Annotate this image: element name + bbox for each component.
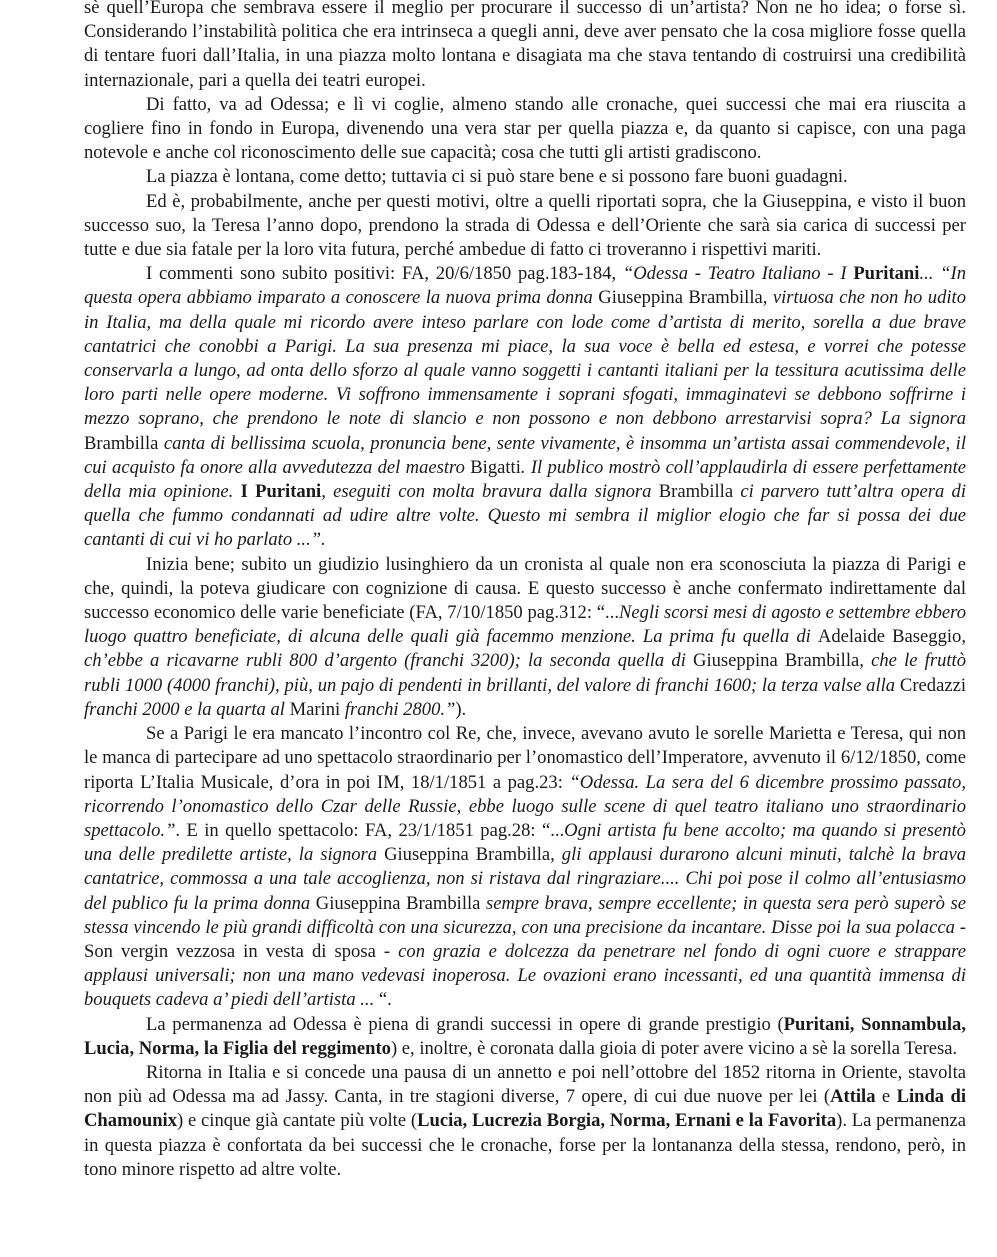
text-run: ) e cinque già cantate più volte ( — [177, 1110, 418, 1132]
text-run: La permanenza ad Odessa è piena di grandi successi in opere di grande prestigio ( — [146, 1013, 784, 1035]
quote-italic: Ogni artista fu bene accolto; ma quando si presentò una delle predilette artiste, la signora — [84, 819, 966, 866]
quote-italic: “Odessa. La sera del 6 dicembre prossimo passato, ricorrendo l’onomastico dello Czar delle Russie, ebbe luogo sulle scene di quel teatro italiano uno straordinario spettacolo.” — [84, 771, 966, 841]
paragraph — [84, 165, 966, 189]
quote-italic: , ch’ebbe a ricavarne rubli 800 d’argento (franchi 3200); la seconda quella di — [84, 626, 966, 672]
opera-title: Linda di Chamounix — [84, 1086, 966, 1132]
text-run: Di fatto, va ad Odessa; e lì vi coglie, almeno stando alle cronache, quei successi che mai era riuscita a cogliere fino in fondo in Europa, divenendo una vera star per quella piazza e, da quanto si capisce, con una paga notevole e anche col riconoscimento delle sue capacità; cosa che tutti gli artisti gradiscono. — [84, 93, 966, 164]
person-name: Bigatti — [470, 456, 521, 478]
text-run: Inizia bene; subito un giudizio lusinghiero da un cronista al quale non era sconosciuta la piazza di Parigi e che, quindi, la poteva giudicare con cognizione di causa. E questo successo è anche confermato indirettamente dal successo economico delle varie beneficiate (FA, 7/10/1850 pag.312: “... — [84, 553, 966, 624]
person-name: Giuseppina Brambilla — [693, 650, 860, 672]
person-name: Marini — [289, 698, 341, 720]
text-run: I commenti sono subito positivi: FA, 20/6/1850 pag.183-184, — [146, 263, 623, 285]
text-run: sè quell’Europa che sembrava essere il meglio per procurare il successo di un’artista? Non ne ho idea; o forse sì. Considerando l’instabilità politica che era intrinseca a quegli anni, deve aver pensato che la cosa migliore fosse quella di tentare fuori dall’Italia, in una piazza molto lontana e disagiata ma che stava tentando di costruirsi una credibilità internazionale, pari a quella dei teatri europei. — [84, 0, 966, 91]
document-page — [84, 0, 966, 1182]
opera-title: I Puritani — [240, 481, 322, 503]
text-run: ). — [455, 698, 467, 720]
person-name: Credazzi — [899, 674, 966, 696]
quote-italic: canta di bellissima scuola, pronuncia bene, sente vivamente, è insomma un’artista assai commendevole, il cui acquisto fa onore alla avvedutezza del maestro — [84, 432, 966, 478]
person-name: Giuseppina Brambilla — [598, 287, 763, 309]
text-run: ). La permanenza in questa piazza è confortata da bei successi che le cronache, forse per la lontananza della stessa, rendono, però, in tono minore rispetto ad altre volte. — [84, 1110, 966, 1180]
paragraph — [84, 93, 966, 166]
paragraph — [84, 1061, 966, 1182]
paragraph — [84, 190, 966, 263]
opera-title: Puritani — [853, 263, 920, 285]
paragraph — [84, 0, 966, 93]
quote-italic: . Il publico mostrò coll’applaudirla di essere perfettamente della mia opinione. — [84, 456, 966, 503]
opera-list: Puritani, Sonnambula, Lucia, Norma, la Figlia del reggimento — [84, 1013, 966, 1059]
text-run: La piazza è lontana, come detto; tuttavia ci si può stare bene e si possono fare buoni guadagni. — [146, 166, 848, 188]
paragraph — [84, 1013, 966, 1061]
quote-italic: , eseguiti con molta bravura dalla signora — [321, 481, 659, 503]
quote-italic: franchi 2800.” — [340, 698, 456, 720]
person-name: Adelaide Baseggio — [817, 626, 962, 648]
text-run: e — [875, 1086, 897, 1108]
text-run: ) e, inoltre, è coronata dalla gioia di poter avere vicino a sè la sorella Teresa. — [390, 1037, 958, 1059]
person-name: Brambilla — [658, 481, 734, 503]
quote-italic: con grazia e dolcezza da penetrare nel fondo di ogni cuore e strappare applausi universali; non una mano vedevasi inoperosa. Le ovazioni erano incessanti, ed una quantità immensa di bouquets cadeva a’ piedi dell’artista ... — [84, 940, 966, 1011]
quote-italic: franchi 2000 e la quarta al — [84, 698, 290, 720]
text-run: Se a Parigi le era mancato l’incontro col Re, che, invece, avevano avuto le sorelle Marietta e Teresa, qui non le manca di partecipare ad uno spettacolo straordinario per l’onomastico dell’Imperatore, avvenuto il 6/12/1850, come riporta L’Italia Musicale, d’ora in poi IM, 18/1/1851 a pag.23: — [84, 723, 966, 793]
quote-italic: ... “In questa opera abbiamo imparato a conoscere la nuova prima donna — [84, 263, 967, 309]
quote-italic: sempre brava, sempre eccellente; in questa sera però superò se stessa vincendo le più grandi difficoltà con una sicurezza, con una precisione da incantare. Disse poi la sua polacca — [84, 892, 966, 938]
opera-title: Attila — [830, 1086, 876, 1108]
quote-italic: ci parvero tutt’altra opera di quella che fummo condannati ad udire altre volte. Questo mi sembra il miglior elogio che far si possa dei due cantanti di cui vi ho parlato ...”. — [84, 481, 967, 551]
text-run: “. — [378, 989, 392, 1011]
paragraph — [84, 722, 966, 1012]
paragraph — [84, 262, 966, 552]
person-name: Giuseppina Brambilla — [315, 892, 481, 914]
aria-title: - Son vergin vezzosa in vesta di sposa - — [84, 916, 966, 962]
person-name: Brambilla — [84, 432, 159, 454]
opera-list: Lucia, Lucrezia Borgia, Norma, Ernani e la Favorita — [417, 1110, 837, 1132]
quote-italic: Negli scorsi mesi di agosto e settembre ebbero luogo quattro beneficiate, di alcuna delle quali già facemmo menzione. La prima fu quella di — [84, 602, 966, 648]
text-run: Ritorna in Italia e si concede una pausa di un annetto e poi nell’ottobre del 1852 ritorna in Oriente, stavolta non più ad Odessa ma ad Jassy. Canta, in tre stagioni diverse, 7 opere, di cui due nuove per lei ( — [84, 1061, 966, 1108]
text-run: . E in quello spettacolo: FA, 23/1/1851 pag.28: “... — [175, 819, 565, 841]
quote-italic: “Odessa - Teatro Italiano - I — [622, 263, 854, 285]
paragraph — [84, 553, 966, 722]
text-run: Ed è, probabilmente, anche per questi motivi, oltre a quelli riportati sopra, che la Giuseppina, e visto il buon successo suo, la Teresa l’anno dopo, prendono la strada di Odessa e dell’Oriente che sarà sia carica di successi per tutte e due sia fatale per la loro vita futura, perché ambedue di fatto ci troveranno i rispettivi mariti. — [84, 190, 966, 261]
quote-italic: , che le fruttò rubli 1000 (4000 franchi), più, un pajo di pendenti in brillanti, del valore di franchi 1600; la terza valse alla — [84, 650, 966, 696]
person-name: Giuseppina Brambilla — [384, 844, 551, 866]
quote-italic: , gli applausi durarono alcuni minuti, talchè la brava cantatrice, commossa a una tale accoglienza, non si ristava dal ringraziare.... Chi poi pose il colmo all’entusiasmo del publico fu la prima donna — [84, 844, 966, 914]
quote-italic: , virtuosa che non ho udito in Italia, ma della quale mi ricordo avere inteso parlare con lode come d’artista di merito, sorella a due brave cantatrici che conobbi a Parigi. La sua presenza mi piace, la sua voce è bella ed estesa, e vorrei che potesse conservarla a lungo, ad onta dello sforzo al quale vanno soggetti i cantanti italiani per la tessitura acutissima delle loro parti nelle opere moderne. Vi soffrono immensamente i soprani sfogati, immaginatevi se debbono soffrirne i mezzo soprano, che prendono le note di slancio e non possono e non debbono arrestarvisi sopra? La signora — [84, 287, 966, 430]
